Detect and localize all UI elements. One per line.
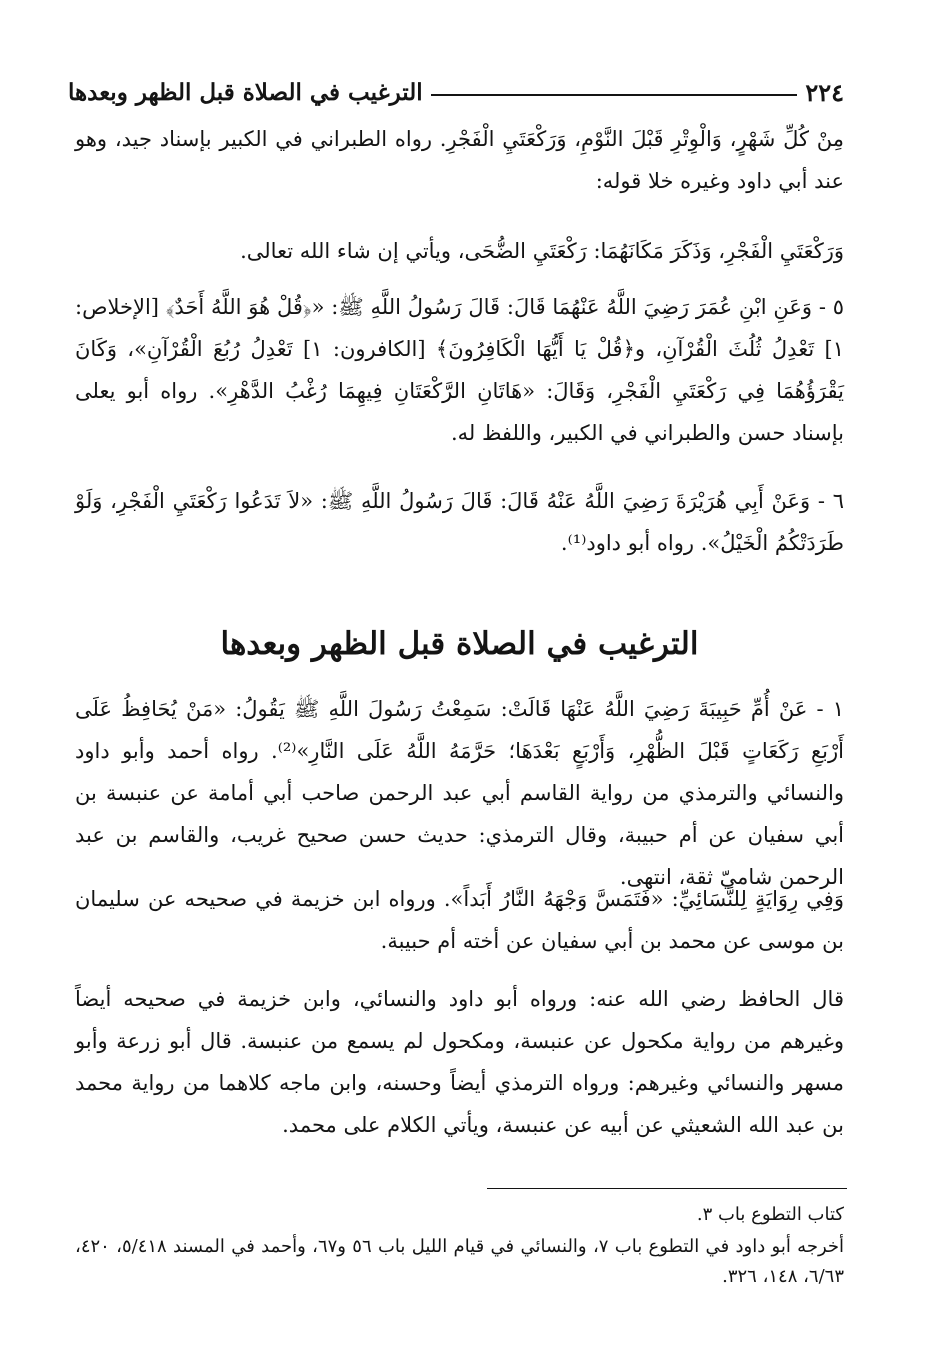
footnote-1: كتاب التطوع باب ٣.	[696, 1204, 844, 1225]
paragraph-fajr-note: وَرَكْعَتَيِ الْفَجْرِ، وَذَكَرَ مَكَانَهُمَا: رَكْعَتَيِ الضُّحَى، ويأتي إن شاء الله تعالى.	[240, 239, 844, 263]
page-number: ٢٢٤	[805, 77, 844, 107]
header-rule	[431, 94, 798, 96]
hafiz-commentary: قال الحافظ رضي الله عنه: ورواه أبو داود والنسائي، وابن خزيمة في صحيحه أيضاً وغيرهم من رواية مكحول عن عنبسة، ومكحول لم يسمع من عنبسة. قال أبو زرعة وأبو مسهر والنسائي وغيرهم: ورواه الترمذي أيضاً وحسنه، وابن ماجه كلاهما من رواية محمد بن عبد الله الشعيثي عن أبيه عن عنبسة، ويأتي الكلام على محمد.	[75, 987, 844, 1137]
page-header	[68, 75, 844, 109]
running-title: الترغيب في الصلاة قبل الظهر وبعدها	[68, 78, 423, 106]
footnote-2: أخرجه أبو داود في التطوع باب ٧، والنسائي في قيام الليل باب ٥٦ و٦٧، وأحمد في المسند ٥/٤١٨، ٤٢٠، ٦/٦٣، ١٤٨، ٣٢٦.	[75, 1236, 845, 1287]
section-heading: الترغيب في الصلاة قبل الظهر وبعدها	[220, 626, 699, 662]
paragraph-continuation: مِنْ كُلِّ شَهْرٍ، وَالْوِتْرِ قَبْلَ النَّوْمِ، وَرَكْعَتَيِ الْفَجْرِ. رواه الطبراني في الكبير بإسناد جيد، وهو عند أبي داود وغيره خلا قوله:	[75, 127, 844, 193]
hadith-1-umm-habiba: ١ - عَنْ أُمِّ حَبِيبَةَ رَضِيَ اللَّهُ عَنْهَا قَالَتْ: سَمِعْتُ رَسُولَ اللَّهِ ﷺ يَقُولُ: «مَنْ يُحَافِظُ عَلَى أَرْبَعِ رَكَعَاتٍ قَبْلَ الظُّهْرِ، وَأَرْبَعٍ بَعْدَهَا؛ حَرَّمَهُ اللَّهُ عَلَى النَّارِ»⁽²⁾. رواه أحمد وأبو داود والنسائي والترمذي من رواية القاسم أبي عبد الرحمن صاحب أبي أمامة عن عنبسة بن أبي سفيان عن أم حبيبة، وقال الترمذي: حديث حسن صحيح غريب، والقاسم بن عبد الرحمن شاميّ ثقة، انتهى.	[75, 697, 844, 889]
nasai-narration: وَفِي رِوَايَةٍ لِلنَّسَائِيِّ: «فَتَمَسَّ وَجْهَهُ النَّارُ أَبَداً». ورواه ابن خزيمة في صحيحه عن سليمان بن موسى عن محمد بن أبي سفيان عن أخته أم حبيبة.	[75, 887, 844, 953]
hadith-6: ٦ - وَعَنْ أَبِي هُرَيْرَةَ رَضِيَ اللَّهُ عَنْهُ قَالَ: قَالَ رَسُولُ اللَّهِ ﷺ: «لاَ تَدَعُوا رَكْعَتَيِ الْفَجْرِ، وَلَوْ طَرَدَتْكُمُ الْخَيْلُ». رواه أبو داود⁽¹⁾.	[75, 489, 844, 555]
footnote-rule	[487, 1188, 847, 1189]
hadith-5: ٥ - وَعَنِ ابْنِ عُمَرَ رَضِيَ اللَّهُ عَنْهُمَا قَالَ: قَالَ رَسُولُ اللَّهِ ﷺ: «﴿قُلْ هُوَ اللَّهُ أَحَدٌ﴾ [الإخلاص: ١] تَعْدِلُ ثُلُثَ الْقُرْآنِ، و﴿قُلْ يَا أَيُّهَا الْكَافِرُونَ﴾ [الكافرون: ١] تَعْدِلُ رُبُعَ الْقُرْآنِ»، وَكَانَ يَقْرَؤُهُمَا فِي رَكْعَتَيِ الْفَجْرِ، وَقَالَ: «هَاتَانِ الرَّكْعَتَانِ فِيهِمَا رُغْبُ الدَّهْرِ». رواه أبو يعلى بإسناد حسن والطبراني في الكبير، واللفظ له.	[75, 295, 844, 445]
